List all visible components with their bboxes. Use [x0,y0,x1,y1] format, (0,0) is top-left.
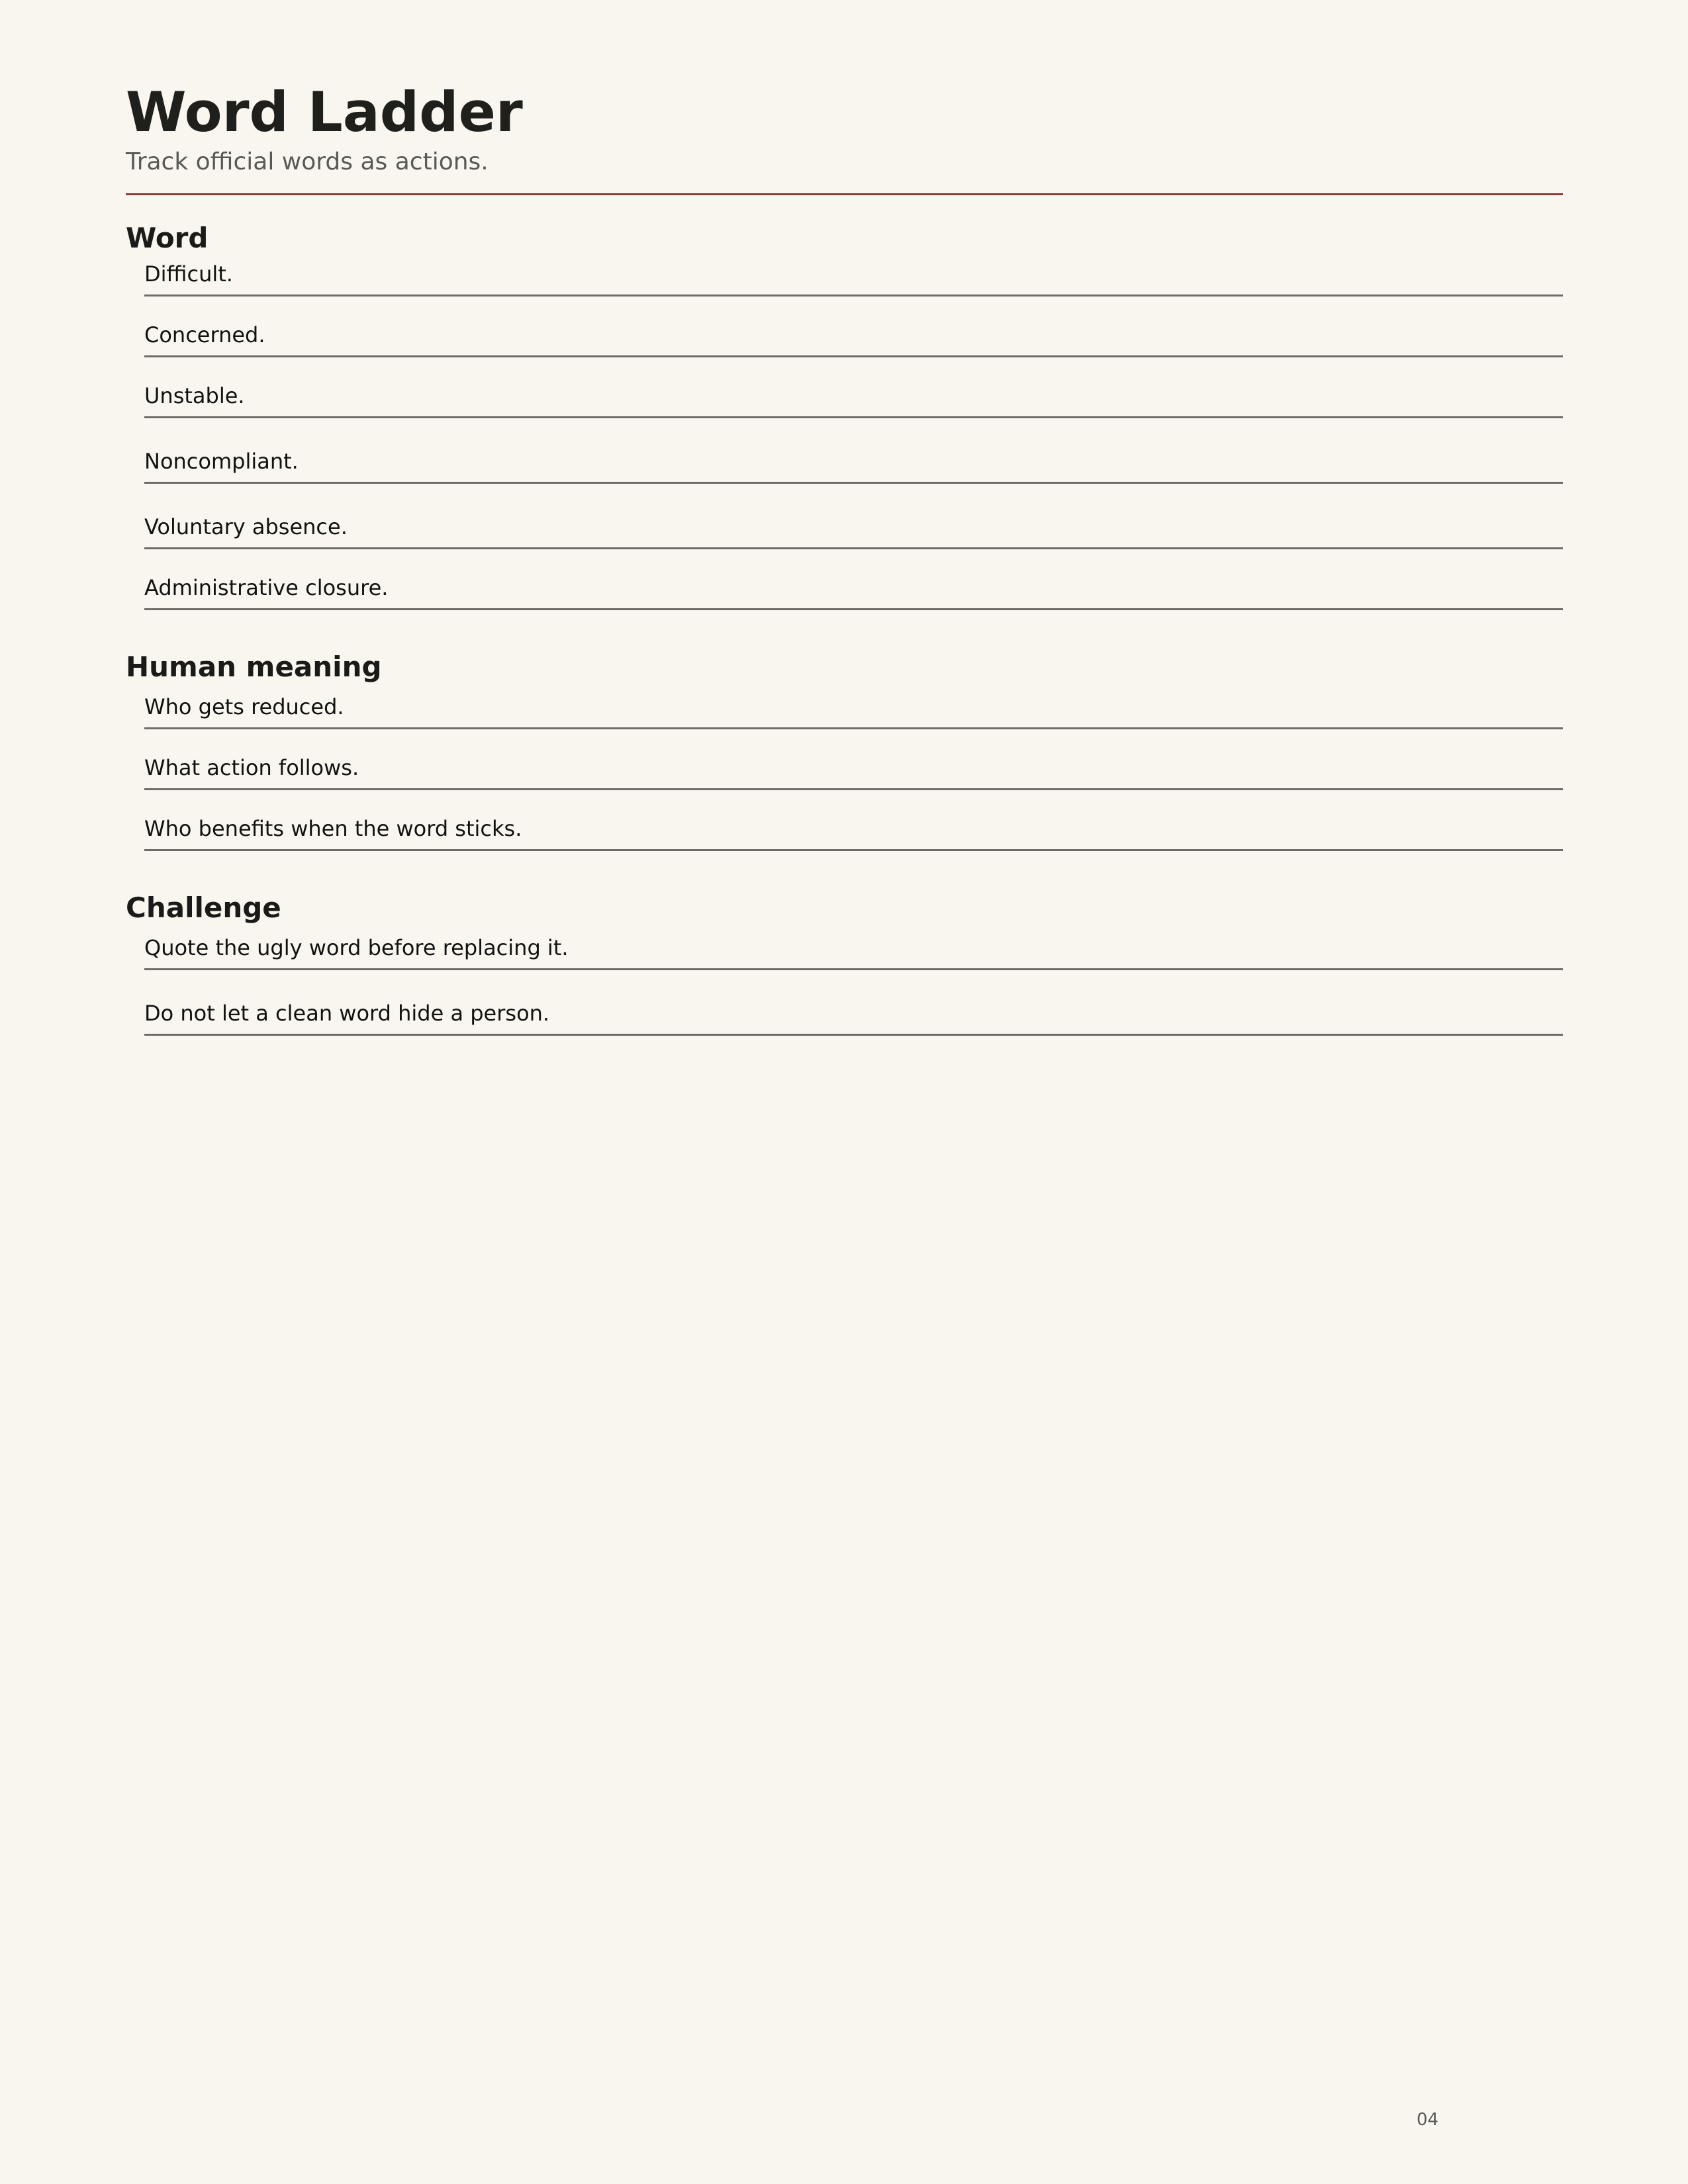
list-item-text: Concerned. [144,322,265,347]
list-item [144,375,1563,418]
list-item [144,314,1563,357]
list-item [144,502,1563,549]
list-item-text: Who gets reduced. [144,694,344,719]
list-item [144,808,1563,851]
list-item [144,988,1563,1036]
list-item-text: Administrative closure. [144,574,389,600]
list-item [144,684,1563,729]
list-item-text: What action follows. [144,754,359,780]
section-heading-word: Word [126,222,209,254]
page-number: 04 [1417,2110,1439,2130]
list-item-text: Noncompliant. [144,448,299,474]
list-item-text: Unstable. [144,383,245,408]
list-item [144,925,1563,970]
list-item [144,567,1563,610]
title-divider [126,193,1563,195]
list-item-text: Voluntary absence. [144,514,348,539]
list-item [144,747,1563,790]
list-item [144,436,1563,484]
list-item-text: Who benefits when the word sticks. [144,815,522,841]
list-item-text: Difficult. [144,261,233,287]
section-heading-human-meaning: Human meaning [126,651,382,683]
section-heading-challenge: Challenge [126,891,281,924]
list-item-text: Do not let a clean word hide a person. [144,1000,550,1026]
list-item [144,255,1563,296]
page-subtitle: Track official words as actions. [126,148,489,175]
list-item-text: Quote the ugly word before replacing it. [144,934,569,960]
page-title: Word Ladder [126,80,523,144]
